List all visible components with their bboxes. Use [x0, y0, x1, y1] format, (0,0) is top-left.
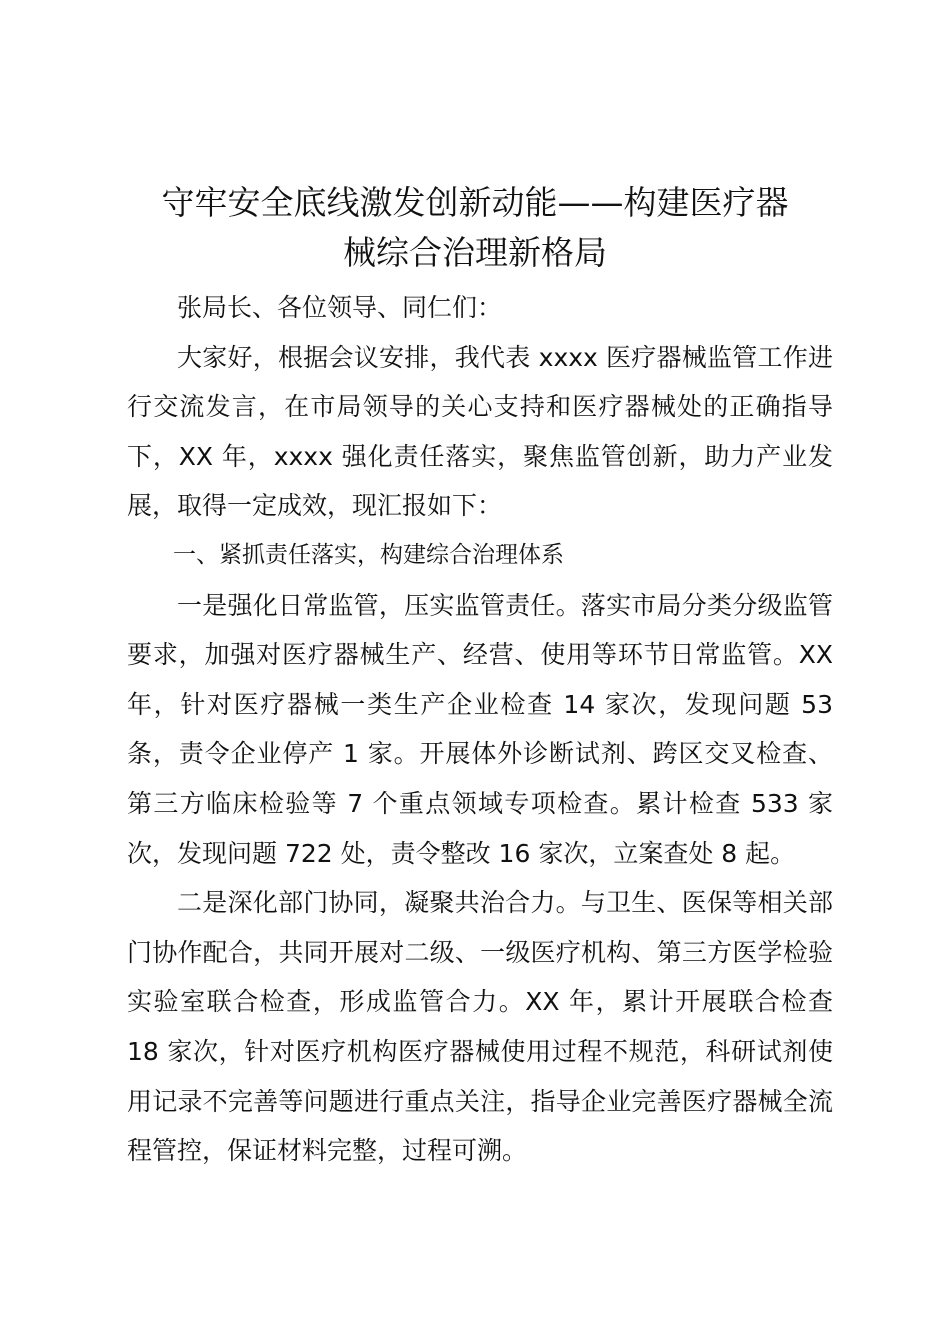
intro-paragraph: 大家好，根据会议安排，我代表 xxxx 医疗器械监管工作进行交流发言，在市局领导的关心支持和医疗器械处的正确指导下，XX 年，xxxx 强化责任落实，聚焦监管创新，助力产业发展，取得一定成效，现汇报如下：	[127, 342, 833, 521]
section-heading: 一、紧抓责任落实，构建综合治理体系	[173, 541, 564, 568]
title-line-2: 械综合治理新格局	[343, 233, 607, 272]
title-line-1: 守牢安全底线激发创新动能——构建医疗器	[161, 183, 789, 222]
paragraph-department-coordination: 二是深化部门协同，凝聚共治合力。与卫生、医保等相关部门协作配合，共同开展对二级、一级医疗机构、第三方医学检验实验室联合检查，形成监管合力。XX 年，累计开展联合检查 18 家次，针对医疗机构医疗器械使用过程不规范，科研试剂使用记录不完善等问题进行重点关注，指导企业完善医疗器械全流程管控，保证材料完整，过程可溯。	[127, 888, 833, 1166]
document-title	[120, 178, 830, 278]
document-body	[127, 283, 833, 1176]
paragraph-daily-supervision: 一是强化日常监管，压实监管责任。落实市局分类分级监管要求，加强对医疗器械生产、经营、使用等环节日常监管。XX 年，针对医疗器械一类生产企业检查 14 家次，发现问题 53 条，责令企业停产 1 家。开展体外诊断试剂、跨区交叉检查、第三方临床检验等 7 个重点领域专项检查。累计检查 533 家次，发现问题 722 处，责令整改 16 家次，立案查处 8 起。	[127, 590, 833, 868]
salutation: 张局长、各位领导、同仁们：	[177, 293, 503, 322]
